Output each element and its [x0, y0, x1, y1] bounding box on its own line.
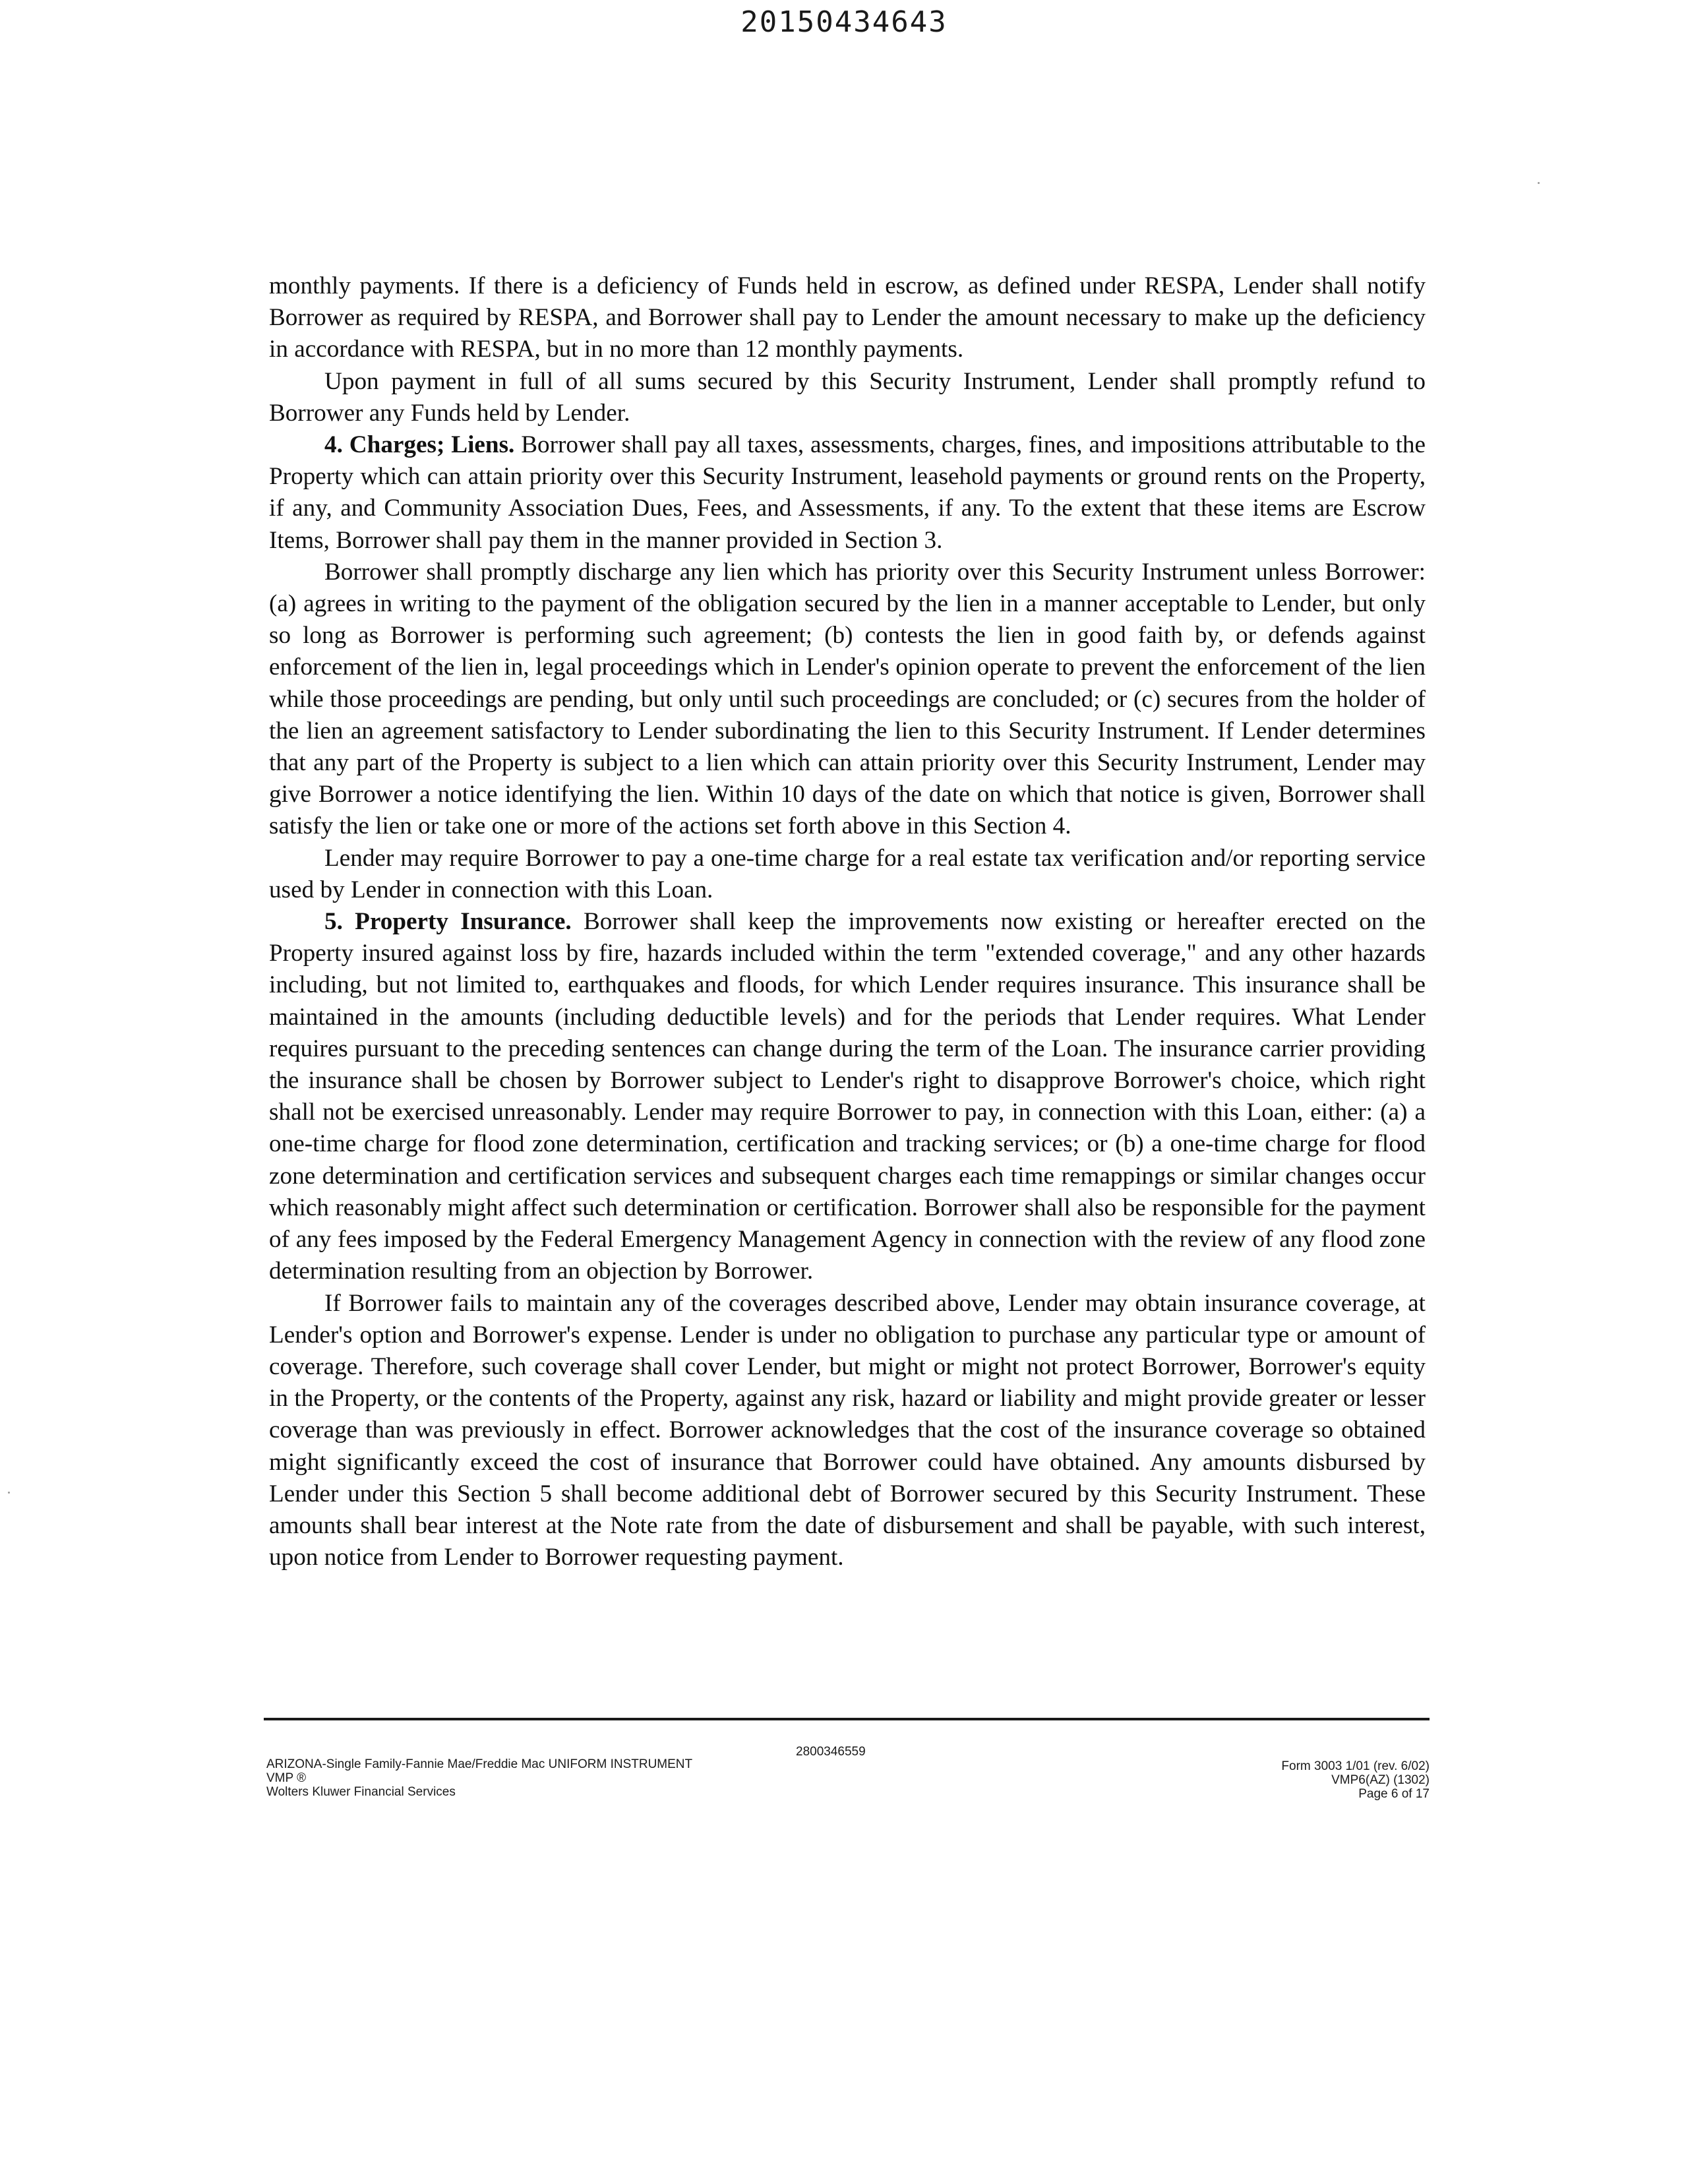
scan-speck — [8, 1492, 10, 1494]
footer-publisher: Wolters Kluwer Financial Services — [266, 1785, 456, 1799]
paragraph-charges-liens-text: Borrower shall pay all taxes, assessments, charges, fines, and impositions attributable to the Property which can attain priority over this Security Instrument, leasehold payments or ground rents on the Property, if any, and Community Association Dues, Fees, and Assessments, if any. To the extent that these items are Escrow Items, Borrower shall pay them in the manner provided in Section 3. — [269, 431, 1426, 554]
document-body — [269, 270, 1426, 1573]
document-number: 20150434643 — [740, 5, 948, 39]
section-heading-property-insurance: 5. Property Insurance. — [324, 908, 572, 936]
paragraph-discharge-lien: Borrower shall promptly discharge any lien which has priority over this Security Instrument unless Borrower: (a) agrees in writing to the payment of the obligation secured by the lien in a manner acceptable to Lender, but only so long as Borrower is performing such agreement; (b) contests the lien in good faith by, or defends against enforcement of the lien in, legal proceedings which in Lender's opinion operate to prevent the enforcement of the lien while those proceedings are pending, but only until such proceedings are concluded; or (c) secures from the holder of the lien an agreement satisfactory to Lender subordinating the lien to this Security Instrument. If Lender determines that any part of the Property is subject to a lien which can attain priority over this Security Instrument, Lender may give Borrower a notice identifying the lien. Within 10 days of the date on which that notice is given, Borrower shall satisfy the lien or take one or more of the actions set forth above in this Section 4. — [269, 558, 1426, 840]
footer-vmp: VMP ® — [266, 1771, 307, 1785]
paragraph-refund-funds: Upon payment in full of all sums secured by this Security Instrument, Lender shall promptly refund to Borrower any Funds held by Lender. — [269, 367, 1426, 427]
paragraph-escrow-deficiency: monthly payments. If there is a deficiency of Funds held in escrow, as defined under RESPA, Lender shall notify Borrower as required by RESPA, and Borrower shall pay to Lender the amount necessary to make up the deficiency in accordance with RESPA, but in no more than 12 monthly payments. — [269, 272, 1426, 363]
paragraph-tax-verification: Lender may require Borrower to pay a one-time charge for a real estate tax verification and/or reporting service used by Lender in connection with this Loan. — [269, 844, 1426, 903]
footer-vmp-code: VMP6(AZ) (1302) — [1331, 1773, 1430, 1787]
footer-form-title: ARIZONA-Single Family-Fannie Mae/Freddie Mac UNIFORM INSTRUMENT — [266, 1757, 693, 1771]
footer-left-block — [266, 1757, 926, 1799]
footer-page-number: Page 6 of 17 — [1358, 1787, 1430, 1801]
scan-speck — [1538, 182, 1540, 184]
section-heading-charges-liens: 4. Charges; Liens. — [324, 431, 515, 459]
footer-form-number: Form 3003 1/01 (rev. 6/02) — [1281, 1759, 1430, 1773]
footer-right-block — [1281, 1759, 1430, 1801]
footer-divider — [264, 1718, 1430, 1720]
paragraph-property-insurance — [269, 906, 1426, 1287]
footer-loan-number: 2800346559 — [796, 1745, 866, 1759]
paragraph-property-insurance-text: Borrower shall keep the improvements now existing or hereafter erected on the Property insured against loss by fire, hazards included within the term "extended coverage," and any other hazards including, but not limited to, earthquakes and floods, for which Lender requires insurance. This insurance shall be maintained in the amounts (including deductible levels) and for the periods that Lender requires. What Lender requires pursuant to the preceding sentences can change during the term of the Loan. The insurance carrier providing the insurance shall be chosen by Borrower subject to Lender's right to disapprove Borrower's choice, which right shall not be exercised unreasonably. Lender may require Borrower to pay, in connection with this Loan, either: (a) a one-time charge for flood zone determination, certification and tracking services; or (b) a one-time charge for flood zone determination and certification services and subsequent charges each time remappings or similar changes occur which reasonably might affect such determination or certification. Borrower shall also be responsible for the payment of any fees imposed by the Federal Emergency Management Agency in connection with the review of any flood zone determination resulting from an objection by Borrower. — [269, 908, 1426, 1285]
paragraph-coverage-failure: If Borrower fails to maintain any of the coverages described above, Lender may obtain insurance coverage, at Lender's option and Borrower's expense. Lender is under no obligation to purchase any particular type or amount of coverage. Therefore, such coverage shall cover Lender, but might or might not protect Borrower, Borrower's equity in the Property, or the contents of the Property, against any risk, hazard or liability and might provide greater or lesser coverage than was previously in effect. Borrower acknowledges that the cost of the insurance coverage so obtained might significantly exceed the cost of insurance that Borrower could have obtained. Any amounts disbursed by Lender under this Section 5 shall become additional debt of Borrower secured by this Security Instrument. These amounts shall bear interest at the Note rate from the date of disbursement and shall be payable, with such interest, upon notice from Lender to Borrower requesting payment. — [269, 1289, 1426, 1571]
paragraph-charges-liens — [269, 429, 1426, 557]
